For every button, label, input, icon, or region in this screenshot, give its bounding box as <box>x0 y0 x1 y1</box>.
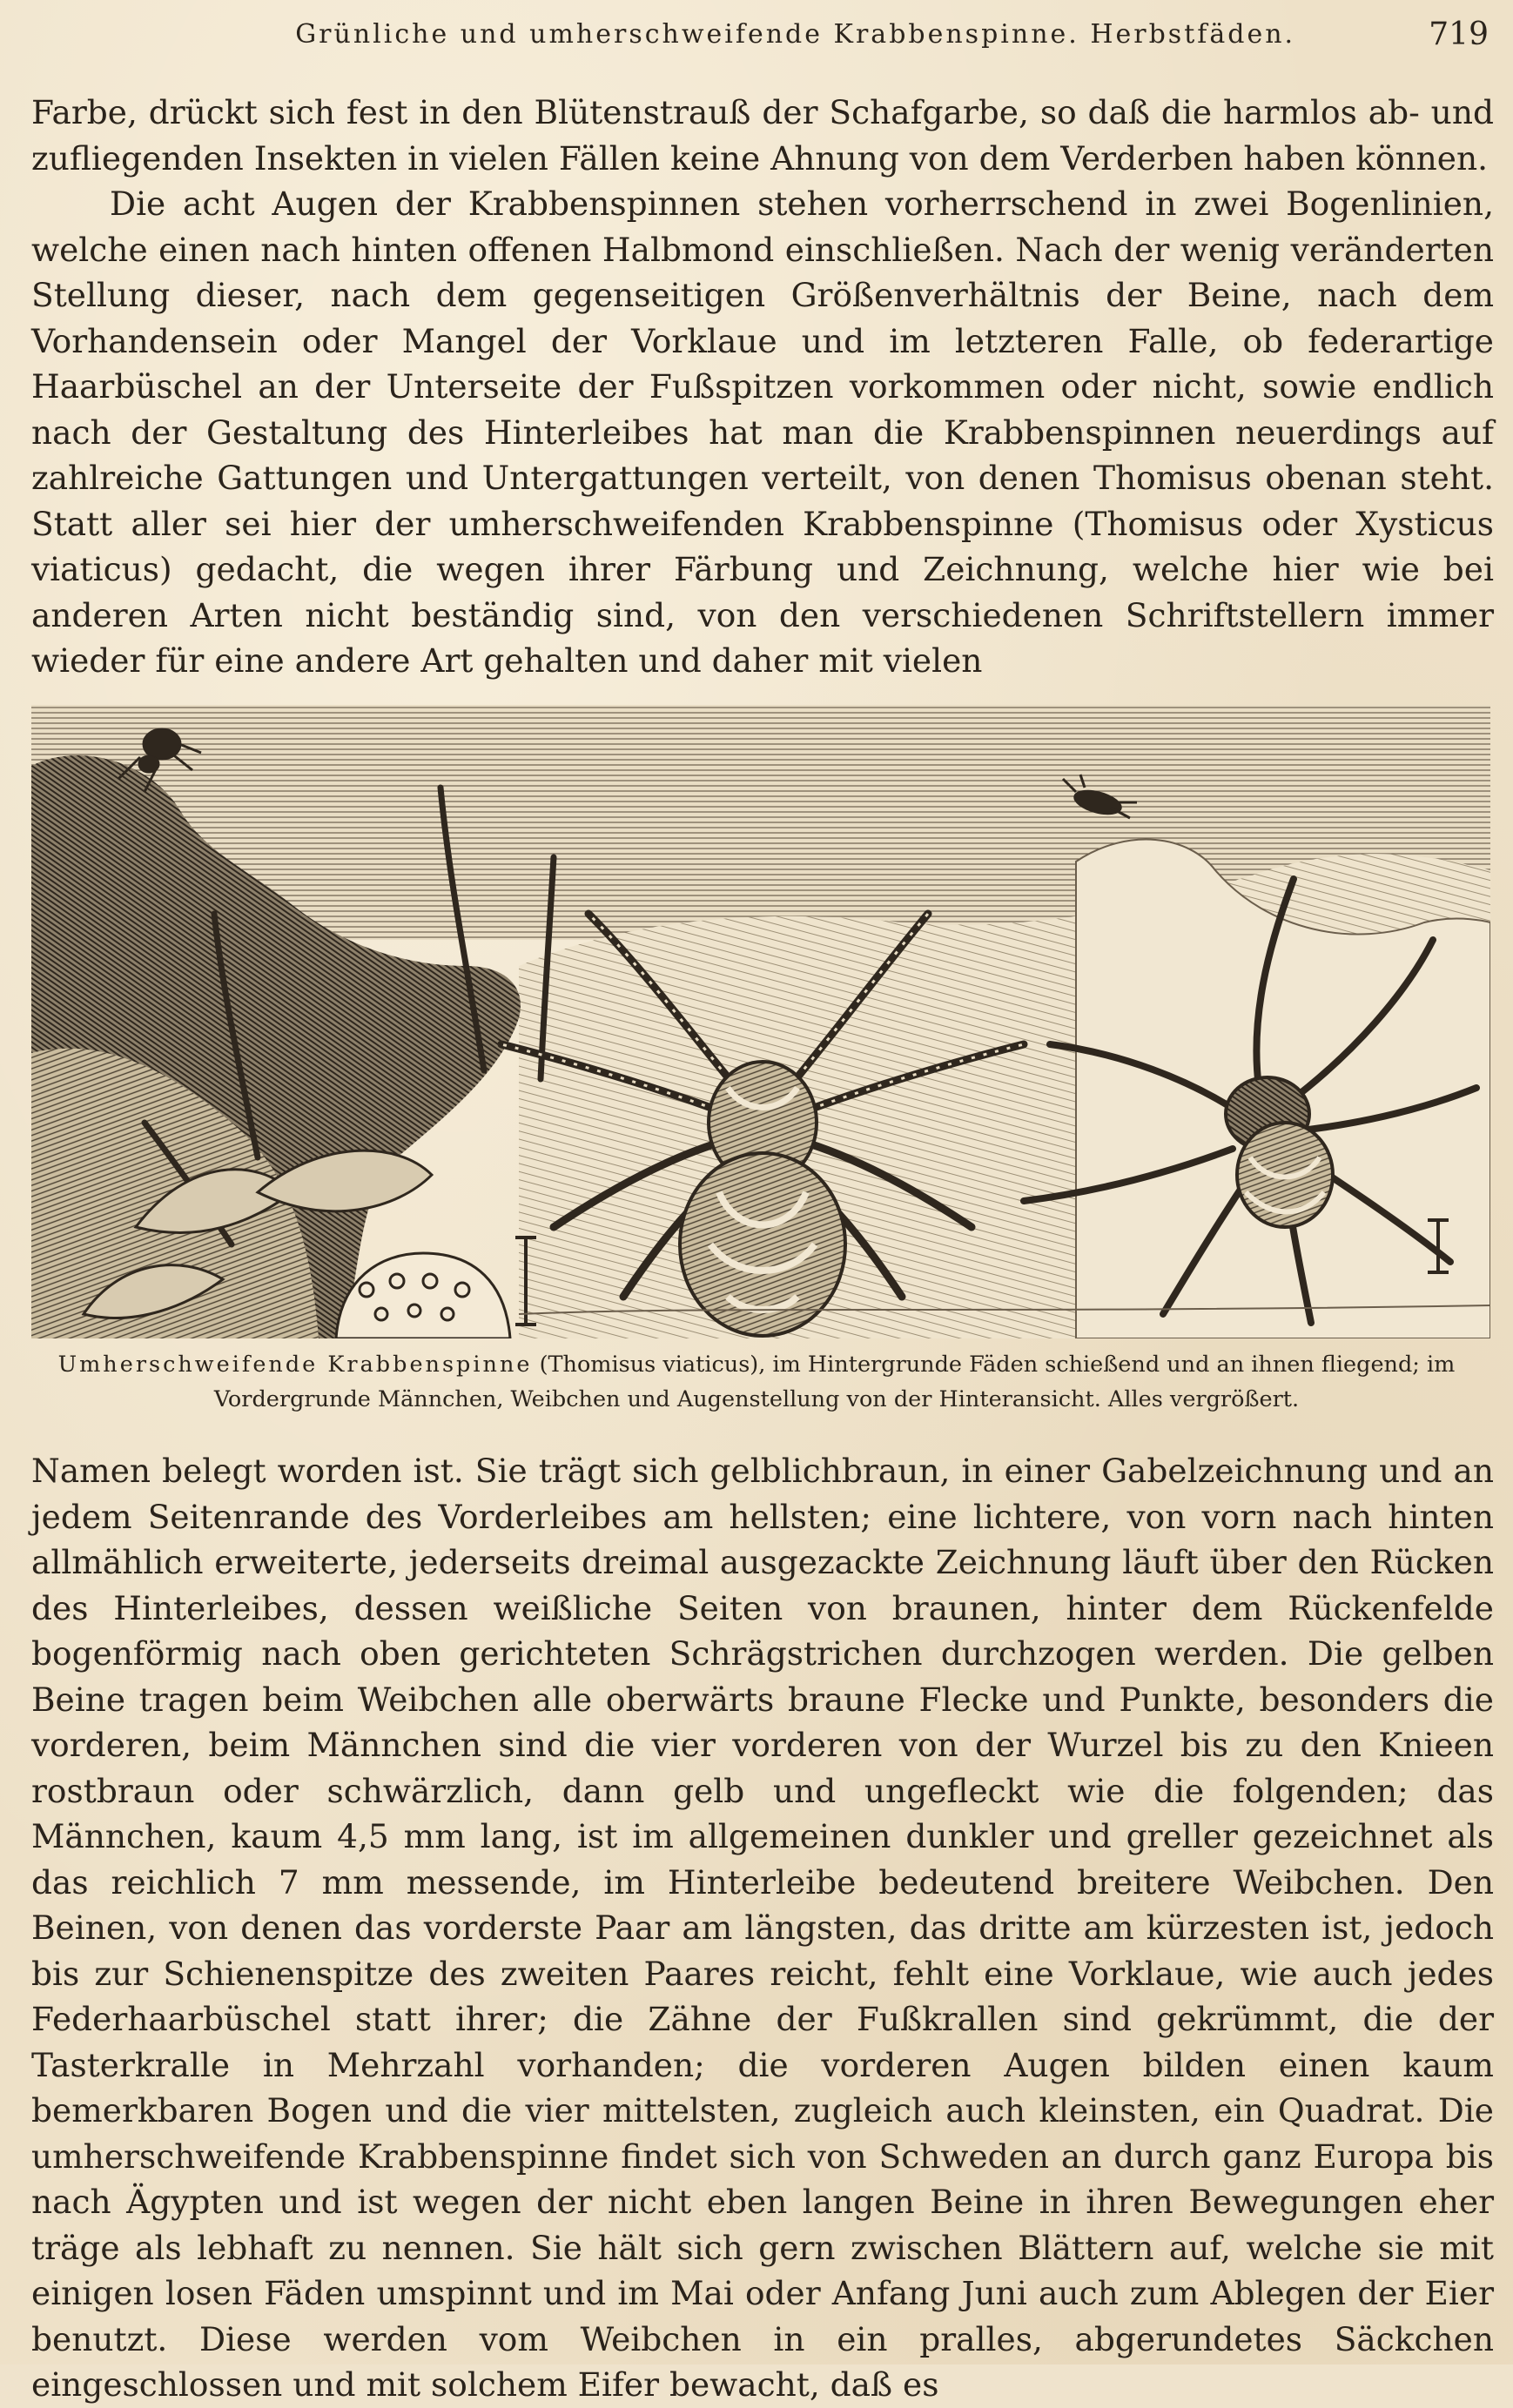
body-text-top <box>31 90 1494 684</box>
page-header <box>31 7 1497 61</box>
body-text-bottom <box>31 1448 1494 2408</box>
figure-caption <box>17 1347 1496 1417</box>
eye-arrangement-diagram <box>336 1253 510 1338</box>
page-number: 719 <box>1429 16 1489 52</box>
running-head: Grünliche und umherschweifende Krabbenspinne. Herbstfäden. <box>295 18 1296 50</box>
paragraph-eyes: Die acht Augen der Krabbenspinnen stehen vorherrschend in zwei Bogenlinien, welche einen nach hinten offenen Halbmond einschließen. Nach der wenig veränderten Stellung dieser, nach dem gegenseitigen Größenverhältnis der Beine, nach dem Vorhandensein oder Mangel der Vorklaue und im letzteren Falle, ob federartige Haarbüschel an der Unterseite der Fußspitzen vorkommen oder nicht, sowie endlich nach der Gestaltung des Hinterleibes hat man die Krabbenspinnen neuerdings auf zahlreiche Gattungen und Untergattungen verteilt, von denen Thomisus obenan steht. Statt aller sei hier der umherschweifenden Krabbenspinne (Thomisus oder Xysticus viaticus) gedacht, die wegen ihrer Färbung und Zeichnung, welche hier wie bei anderen Arten nicht beständig sind, von den verschiedenen Schriftstellern immer wieder für eine andere Art gehalten und daher mit vielen <box>31 184 1494 680</box>
caption-text: (Thomisus viaticus), im Hintergrunde Fäden schießend und an ihnen fliegend; im Vordergrunde Männchen, Weibchen und Augenstellung von der Hinteransicht. Alles vergrößert. <box>213 1352 1456 1412</box>
engraving-illustration <box>31 705 1490 1338</box>
paragraph-continuation: Farbe, drückt sich fest in den Blütenstrauß der Schafgarbe, so daß die harmlos ab- und zufliegenden Insekten in vielen Fällen keine Ahnung von dem Verderben haben können. <box>31 93 1494 178</box>
caption-lead: Umherschweifende Krabbenspinne <box>57 1352 533 1378</box>
paragraph-description: Namen belegt worden ist. Sie trägt sich gelblichbraun, in einer Gabelzeichnung und an jedem Seitenrande des Vorderleibes am hellsten; eine lichtere, von vorn nach hinten allmählich erweiterte, jederseits dreimal ausgezackte Zeichnung läuft über den Rücken des Hinterleibes, dessen weißliche Seiten von braunen, hinter dem Rückenfelde bogenförmig nach oben gerichteten Schrägstrichen durchzogen werden. Die gelben Beine tragen beim Weibchen alle oberwärts braune Flecke und Punkte, besonders die vorderen, beim Männchen sind die vier vorderen von der Wurzel bis zu den Knieen rostbraun oder schwärzlich, dann gelb und ungefleckt wie die folgenden; das Männchen, kaum 4,5 mm lang, ist im allgemeinen dunkler und greller gezeichnet als das reichlich 7 mm messende, im Hinterleibe bedeutend breitere Weibchen. Den Beinen, von denen das vorderste Paar am längsten, das dritte am kürzesten ist, jedoch bis zur Schienenspitze des zweiten Paares reicht, fehlt eine Vorklaue, wie auch jedes Federhaarbüschel statt ihrer; die Zähne der Fußkrallen sind gekrümmt, die der Tasterkralle in Mehrzahl vorhanden; die vorderen Augen bilden einen kaum bemerkbaren Bogen und die vier mittelsten, zugleich auch kleinsten, ein Quadrat. Die umherschweifende Krabbenspinne findet sich von Schweden an durch ganz Europa bis nach Ägypten und ist wegen der nicht eben langen Beine in ihren Bewegungen eher träge als lebhaft zu nennen. Sie hält sich gern zwischen Blättern auf, welche sie mit einigen losen Fäden umspinnt und im Mai oder Anfang Juni auch zum Ablegen der Eier benutzt. Diese werden vom Weibchen in ein pralles, abgerundetes Säckchen eingeschlossen und mit solchem Eifer bewacht, daß es <box>31 1452 1494 2404</box>
